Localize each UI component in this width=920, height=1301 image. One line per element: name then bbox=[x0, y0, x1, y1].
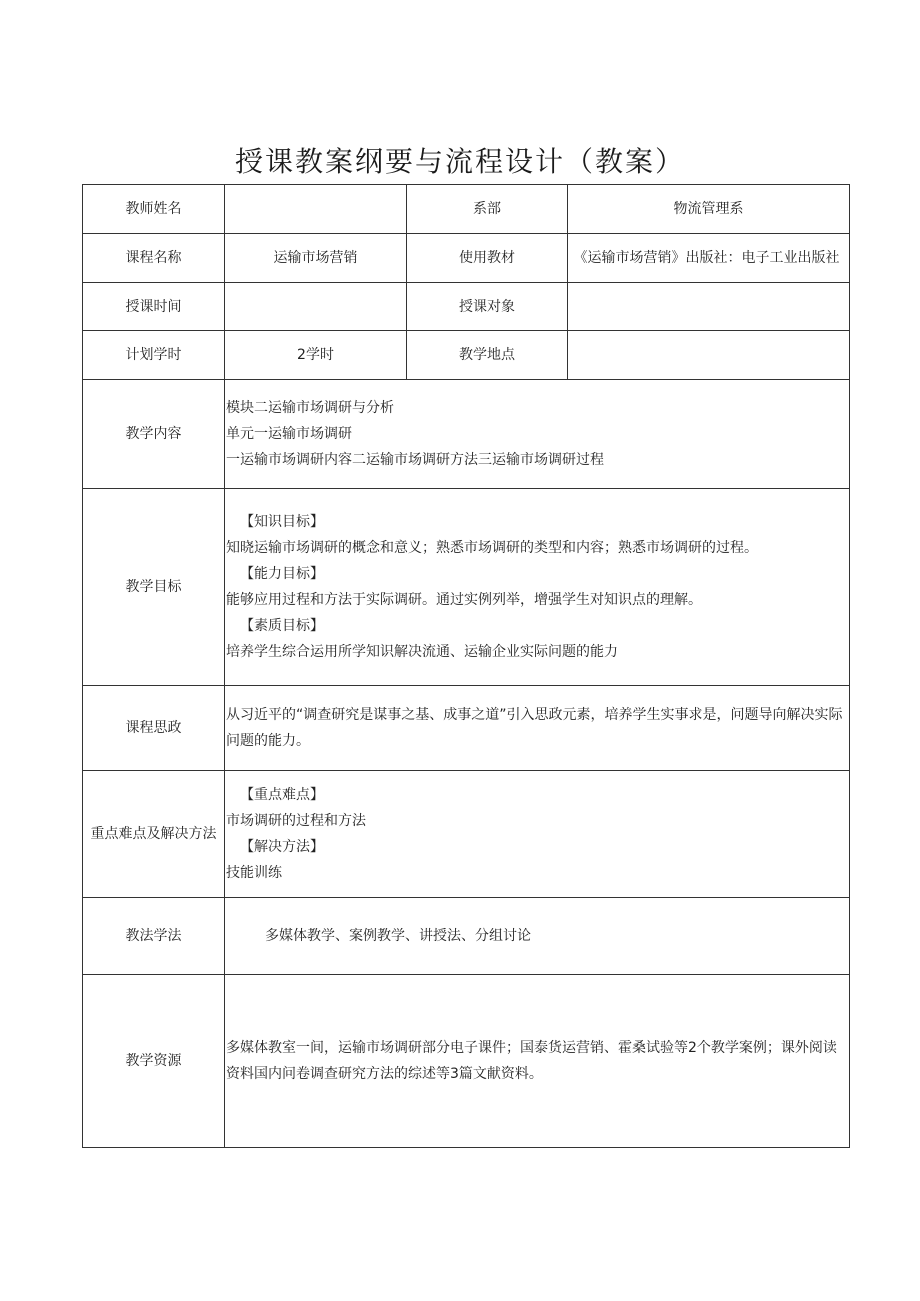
table-row bbox=[83, 771, 850, 898]
table-row bbox=[83, 686, 850, 771]
ability-heading: 【能力目标】 bbox=[240, 566, 324, 582]
location-label: 教学地点 bbox=[407, 331, 568, 380]
dept-value: 物流管理系 bbox=[568, 185, 850, 234]
teacher-label: 教师姓名 bbox=[83, 185, 225, 234]
knowledge-text: 知晓运输市场调研的概念和意义；熟悉市场调研的类型和内容；熟悉市场调研的过程。 bbox=[226, 540, 758, 556]
table-row bbox=[83, 898, 850, 975]
table-row bbox=[83, 331, 850, 380]
table-row bbox=[83, 185, 850, 234]
quality-heading: 【素质目标】 bbox=[240, 618, 324, 634]
content-cell bbox=[225, 380, 850, 489]
content-label: 教学内容 bbox=[83, 380, 225, 489]
ideology-text: 从习近平的“调查研究是谋事之基、成事之道”引入思政元素，培养学生实事求是，问题导向解决实际问题的能力。 bbox=[225, 686, 850, 771]
key-heading: 【重点难点】 bbox=[240, 787, 324, 803]
resources-text: 多媒体教室一间，运输市场调研部分电子课件；国泰货运营销、霍桑试验等2个教学案例；课外阅读资料国内问卷调查研究方法的综述等3篇文献资料。 bbox=[225, 975, 850, 1148]
content-line: 单元一运输市场调研 bbox=[226, 426, 352, 442]
course-value: 运输市场营销 bbox=[225, 234, 407, 283]
method-heading: 【解决方法】 bbox=[240, 839, 324, 855]
ability-text: 能够应用过程和方法于实际调研。通过实例列举，增强学生对知识点的理解。 bbox=[226, 592, 702, 608]
content-line: 一运输市场调研内容二运输市场调研方法三运输市场调研过程 bbox=[226, 452, 604, 468]
textbook-label: 使用教材 bbox=[407, 234, 568, 283]
keypoints-label: 重点难点及解决方法 bbox=[83, 771, 225, 898]
knowledge-heading: 【知识目标】 bbox=[240, 514, 324, 530]
content-line: 模块二运输市场调研与分析 bbox=[226, 400, 394, 416]
hours-value: 2学时 bbox=[225, 331, 407, 380]
page-title: 授课教案纲要与流程设计（教案） bbox=[234, 145, 685, 178]
course-label: 课程名称 bbox=[83, 234, 225, 283]
methods-text: 多媒体教学、案例教学、讲授法、分组讨论 bbox=[225, 898, 850, 975]
methods-label: 教法学法 bbox=[83, 898, 225, 975]
method-text: 技能训练 bbox=[226, 865, 282, 881]
textbook-value: 《运输市场营销》出版社：电子工业出版社 bbox=[568, 234, 850, 283]
table-row bbox=[83, 380, 850, 489]
table-row bbox=[83, 234, 850, 283]
target-value bbox=[568, 283, 850, 331]
quality-text: 培养学生综合运用所学知识解决流通、运输企业实际问题的能力 bbox=[226, 644, 618, 660]
table-row bbox=[83, 975, 850, 1148]
key-text: 市场调研的过程和方法 bbox=[226, 813, 366, 829]
target-label: 授课对象 bbox=[407, 283, 568, 331]
dept-label: 系部 bbox=[407, 185, 568, 234]
location-value bbox=[568, 331, 850, 380]
time-label: 授课时间 bbox=[83, 283, 225, 331]
objectives-label: 教学目标 bbox=[83, 489, 225, 686]
time-value bbox=[225, 283, 407, 331]
hours-label: 计划学时 bbox=[83, 331, 225, 380]
ideology-label: 课程思政 bbox=[83, 686, 225, 771]
resources-label: 教学资源 bbox=[83, 975, 225, 1148]
lesson-plan-table bbox=[82, 184, 850, 1148]
keypoints-cell bbox=[225, 771, 850, 898]
table-row bbox=[83, 283, 850, 331]
objectives-cell bbox=[225, 489, 850, 686]
table-row bbox=[83, 489, 850, 686]
teacher-value bbox=[225, 185, 407, 234]
